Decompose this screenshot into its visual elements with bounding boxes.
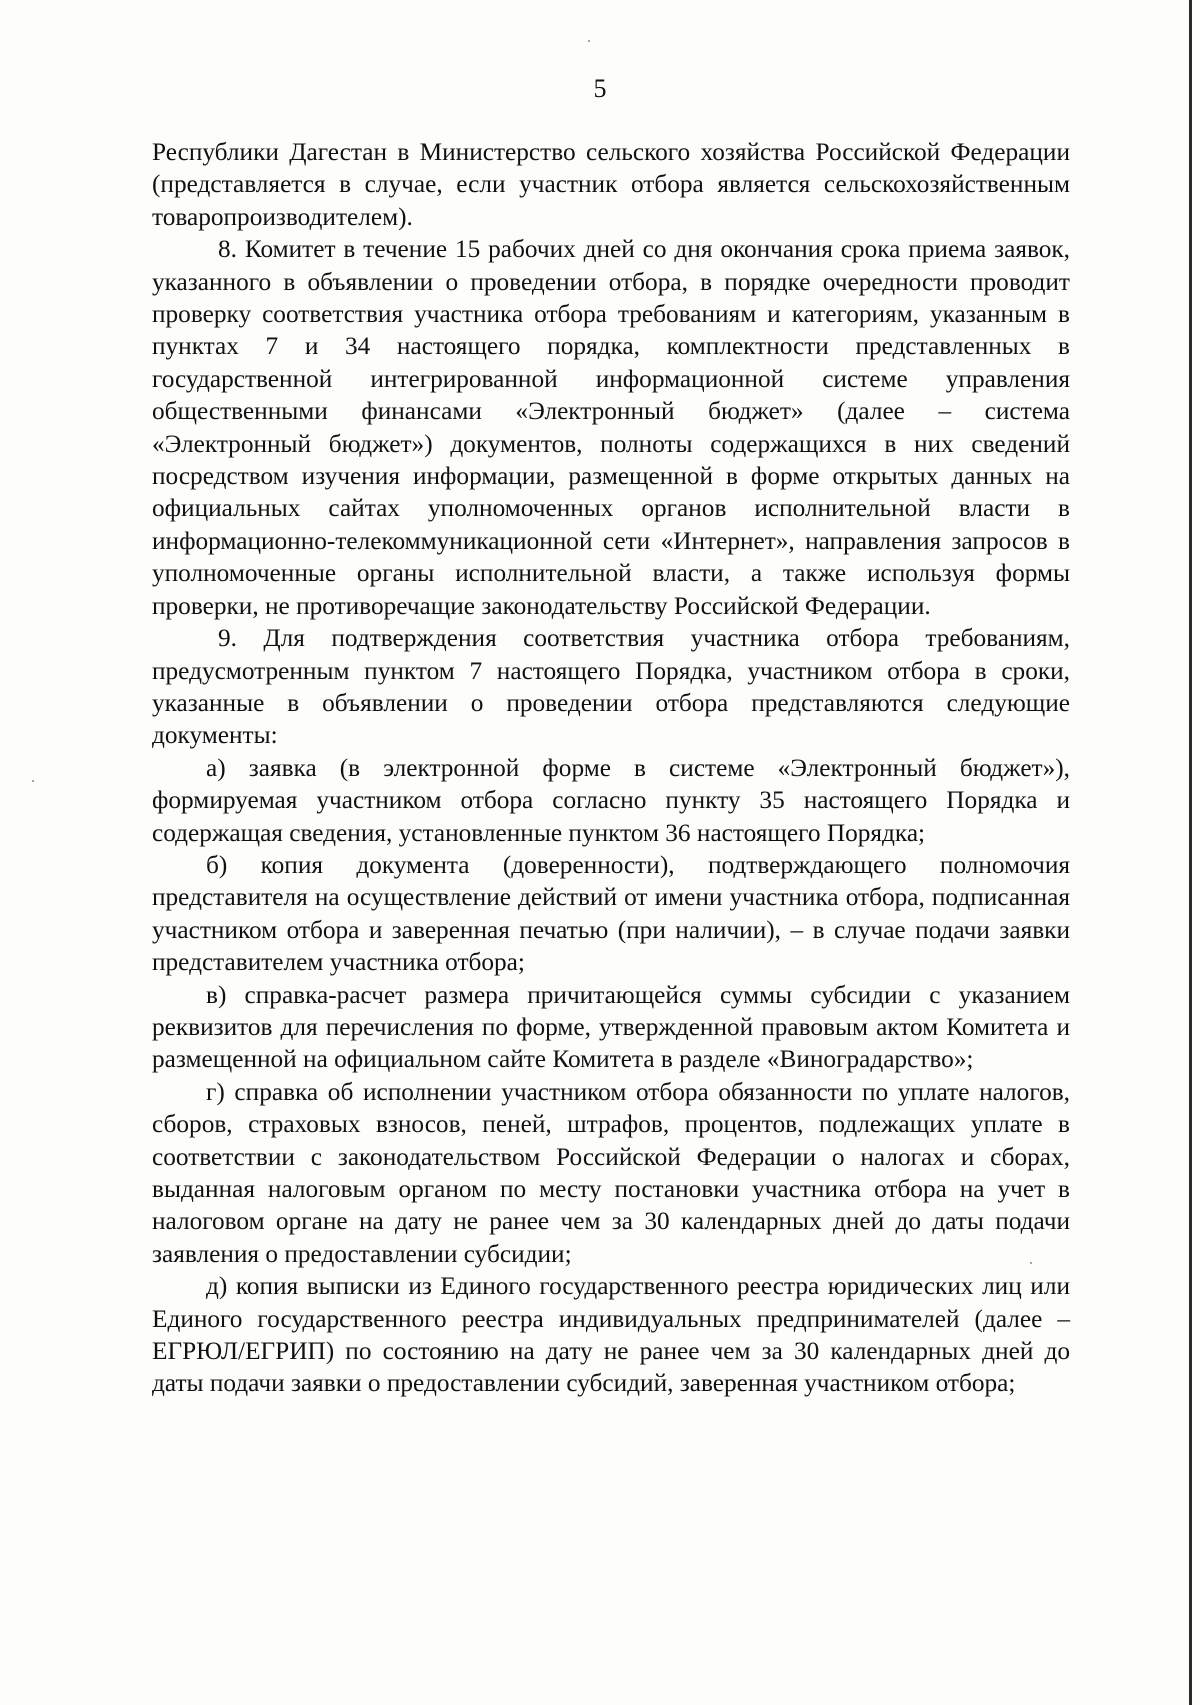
- paragraph-subitem-d: д) копия выписки из Единого государственного реестра юридических лиц или Единого государственного реестра индивидуальных предпринимателей (далее – ЕГРЮЛ/ЕГРИП) по состоянию на дату не ранее чем за 30 календарных дней до даты подачи заявки о предоставлении субсидий, заверенная участником отбора;: [152, 1272, 1070, 1398]
- scan-speck: [588, 40, 590, 42]
- page-number: 5: [593, 74, 607, 103]
- paragraph-continuation: Республики Дагестан в Министерство сельского хозяйства Российской Федерации (представляется в случае, если участник отбора является сельскохозяйственным товаропроизводителем).: [152, 138, 1070, 231]
- paragraph-subitem-g: г) справка об исполнении участником отбора обязанности по уплате налогов, сборов, страховых взносов, пеней, штрафов, процентов, подлежащих уплате в соответствии с законодательством Российской Федерации о налогах и сборах, выданная налоговым органом по месту постановки участника отбора на учет в налоговом органе на дату не ранее чем за 30 календарных дней до даты подачи заявления о предоставлении субсидии;: [152, 1077, 1070, 1268]
- paragraph-subitem-v: в) справка-расчет размера причитающейся суммы субсидии с указанием реквизитов для перечисления по форме, утвержденной правовым актом Комитета и размещенной на официальном сайте Комитета в разделе «Виноградарство»;: [152, 980, 1070, 1074]
- paragraph-subitem-b: б) копия документа (доверенности), подтверждающего полномочия представителя на осуществление действий от имени участника отбора, подписанная участником отбора и заверенная печатью (при наличии), – в случае подачи заявки представителем участника отбора;: [152, 850, 1070, 977]
- paragraph-item-8: 8. Комитет в течение 15 рабочих дней со дня окончания срока приема заявок, указанного в объявлении о проведении отбора, в порядке очередности проводит проверку соответствия участника отбора требованиям и категориям, указанным в пунктах 7 и 34 настоящего порядка, комплектности представленных в государственной интегрированной информационной системе управления общественными финансами «Электронный бюджет» (далее – система «Электронный бюджет») документов, полноты содержащихся в них сведений посредством изучения информации, размещенной в форме открытых данных на официальных сайтах уполномоченных органов исполнительной власти в информационно-телекоммуникационной сети «Интернет», направления запросов в уполномоченные органы исполнительной власти, а также используя формы проверки, не противоречащие законодательству Российской Федерации.: [152, 235, 1070, 620]
- scan-speck: [32, 780, 34, 782]
- paragraph-subitem-a: а) заявка (в электронной форме в системе «Электронный бюджет»), формируемая участником отбора согласно пункту 35 настоящего Порядка и содержащая сведения, установленные пунктом 36 настоящего Порядка;: [152, 753, 1070, 847]
- document-body: [152, 136, 1070, 1400]
- scan-edge-line: [1189, 0, 1192, 1705]
- paragraph-item-9: 9. Для подтверждения соответствия участника отбора требованиям, предусмотренным пунктом 7 настоящего Порядка, участником отбора в сроки, указанные в объявлении о проведении отбора представляются следующие документы:: [152, 624, 1070, 750]
